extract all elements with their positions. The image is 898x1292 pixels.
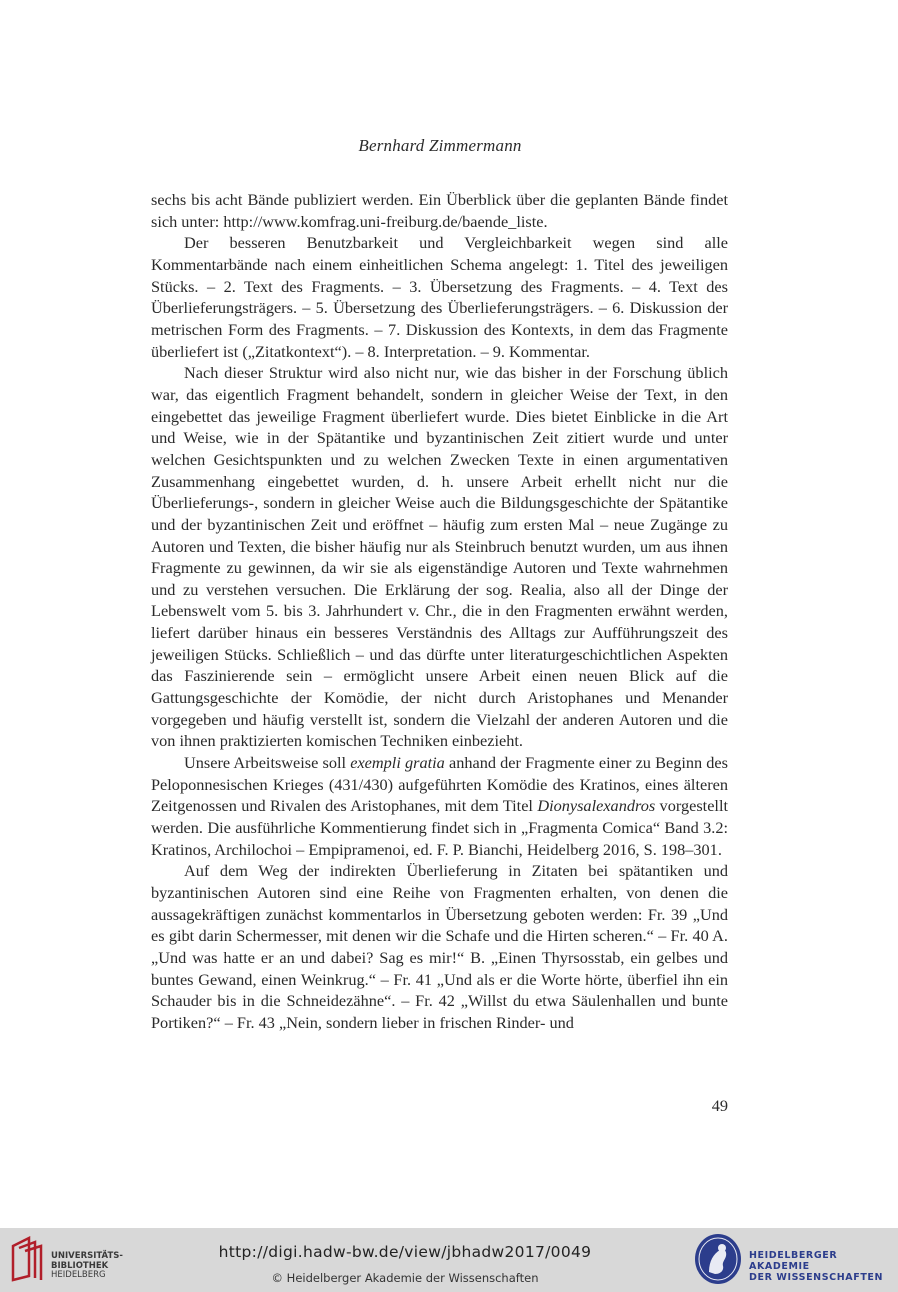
hadw-line-2: DER WISSENSCHAFTEN — [749, 1272, 884, 1283]
page-number: 49 — [711, 1096, 728, 1115]
paragraph-text: Der besseren Benutzbarkeit und Vergleichbarkeit wegen sind alle Kommentarbände nach einem einheitlichen Schema angelegt: 1. Titel des jeweiligen Stücks. – 2. Text des Fragments. – 3. Übersetzung des Fragments. – 4. Text des Überlieferungsträgers. – 5. Übersetzung des Überlieferungsträgers. – 6. Diskussion der metrischen Form des Fragments. – 7. Diskussion des Kontexts, in dem das Fragmente überliefert ist („Zitatkontext“). – 8. Interpretation. – 9. Kommentar. — [151, 233, 728, 361]
running-header-author: Bernhard Zimmermann — [358, 136, 522, 155]
university-library-logo[interactable] — [9, 1236, 139, 1284]
paragraph-text: Nach dieser Struktur wird also nicht nur, wie das bisher in der Forschung üblich war, das eigentlich Fragment behandelt, sondern in gleicher Weise der Text, in den eingebettet das jeweilige Fragment überliefert wurde. Dies bietet Einblicke in die Art und Weise, wie in der Spätantike und byzantinischen Zeit zitiert wurde und unter welchen Gesichtspunkten und zu welchen Zwecken Texte in einen argumentativen Zusammenhang eingebettet wurden, d. h. unsere Arbeit erhellt nicht nur die Überlieferungs-, sondern in gleicher Weise auch die Bildungsgeschichte der Spätantike und der byzantinischen Zeit und eröffnet – häufig zum ersten Mal – neue Zugänge zu Autoren und Texten, die bisher häufig nur als Steinbruch benutzt wurden, um aus ihnen Fragmente zu gewinnen, da wir sie als eigenständige Autoren und Texte wahrnehmen und zu verstehen versuchen. Die Erklärung der sog. Realia, also all der Dinge der Lebenswelt vom 5. bis 3. Jahrhundert v. Chr., die in den Fragmenten erwähnt werden, liefert darüber hinaus ein besseres Verständnis des Alltags zur Aufführungszeit des jeweiligen Stücks. Schließlich – und das dürfte unter literaturgeschichtlichen Aspekten das Faszinierende sein – ermöglicht unsere Arbeit einen neuen Blick auf die Gattungsgeschichte der Komödie, der nicht durch Aristophanes und Menander vorgegeben und häufig verstellt ist, sondern die Vielzahl der anderen Autoren und die von ihnen praktizierten komischen Techniken einbezieht. — [151, 363, 728, 751]
italic-title: exempli gratia — [350, 753, 445, 773]
paragraph — [151, 362, 728, 752]
ub-line-1: UNIVERSITÄTS- — [51, 1251, 123, 1261]
paragraph-text: Auf dem Weg der indirekten Überlieferung in Zitaten bei spätantiken und byzantinischen Autoren sind eine Reihe von Fragmenten erhalten, von denen die aussagekräftigen zunächst kommentarlos in Übersetzung geboten werden: Fr. 39 „Und es gibt darin Schermesser, mit denen wir die Schafe und die Hirten scheren.“ – Fr. 40 A. „Und was hatte er an und dabei? Sag es mir!“ B. „Einen Thyrsosstab, ein gelbes und buntes Gewand, einen Weinkrug.“ – Fr. 41 „Und als er die Worte hörte, überfiel ihn ein Schauder bis in die Schneidezähne“. – Fr. 42 „Willst du etwa Säulenhallen und bunte Portiken?“ – Fr. 43 „Nein, sondern lieber in frischen Rinder- und — [151, 861, 728, 1032]
ub-line-3: HEIDELBERG — [51, 1270, 106, 1280]
paragraph — [151, 232, 728, 362]
permalink-url[interactable]: http://digi.hadw-bw.de/view/jbhadw2017/0049 — [218, 1243, 592, 1261]
paragraph-text: sechs bis acht Bände publiziert werden. Ein Überblick über die geplanten Bände findet sich unter: http://www.komfrag.uni-freiburg.de/baende_liste. — [151, 190, 728, 231]
academy-logo[interactable] — [693, 1232, 893, 1288]
academy-seal-icon — [693, 1232, 743, 1286]
university-library-text — [51, 1252, 123, 1281]
body-text — [151, 189, 728, 1034]
paragraph — [151, 752, 728, 860]
hadw-line-1: HEIDELBERGER AKADEMIE — [749, 1250, 838, 1272]
paragraph-text: Unsere Arbeitsweise soll — [184, 753, 351, 773]
paragraph-text: vorgestellt werden. Die ausführliche Kommentierung findet sich in „Fragmenta Comica“ Band 3.2: Kratinos, Archilochoi – Empipramenoi, ed. F. P. Bianchi, Heidelberg 2016, S. 198–301. — [151, 796, 728, 859]
paragraph — [151, 189, 728, 232]
footer-bar — [0, 1228, 898, 1292]
university-library-mark-icon — [9, 1236, 47, 1282]
ub-line-2: BIBLIOTHEK — [51, 1260, 109, 1271]
paragraph-text: anhand der Fragmente einer zu Beginn des Peloponnesischen Krieges (431/430) aufgeführten Komödie des Kratinos, eines älteren Zeitgenossen und Rivalen des Aristophanes, mit dem Titel — [151, 753, 728, 816]
paragraph — [151, 860, 728, 1033]
academy-text — [749, 1250, 893, 1283]
italic-title: Dionysalexandros — [537, 796, 656, 816]
copyright-notice: © Heidelberger Akademie der Wissenschaften — [271, 1271, 539, 1285]
